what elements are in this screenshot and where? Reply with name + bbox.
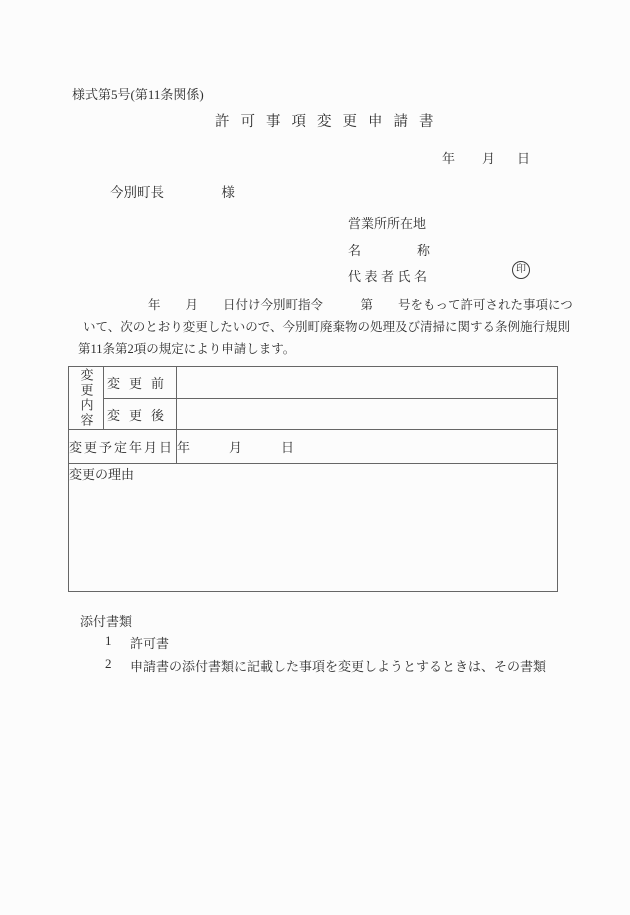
- table-row: [69, 399, 558, 430]
- addressee-honorific: 様: [221, 185, 235, 200]
- after-change-label: 変更後: [104, 399, 177, 430]
- body-paragraph-line-2: いて、次のとおり変更したいので、今別町廃棄物の処理及び清掃に関する条例施行規則: [83, 320, 571, 334]
- addressee-name: 今別町長: [110, 185, 164, 200]
- addressee-line: [110, 181, 235, 201]
- attachments-heading: 添付書類: [80, 614, 133, 629]
- attachment-item: [105, 633, 169, 652]
- reason-label: 変更の理由: [69, 467, 135, 482]
- attachment-text: 許可書: [130, 636, 170, 651]
- before-change-label: 変更前: [104, 367, 177, 399]
- date-year-label: 年: [442, 151, 456, 166]
- date-line: [442, 148, 530, 167]
- before-change-value-cell: [177, 367, 558, 399]
- table-row: [69, 367, 558, 399]
- date-day-label: 日: [517, 151, 531, 166]
- body-paragraph-line-1: 年 月 日付け今別町指令 第 号をもって許可された事項につ: [148, 298, 573, 312]
- form-number: 様式第5号(第11条関係): [72, 87, 204, 102]
- page-title: 許可事項変更申請書: [215, 114, 445, 130]
- applicant-name-label: 名称: [348, 243, 487, 258]
- change-details-table: [68, 366, 558, 592]
- date-month-label: 月: [482, 151, 496, 166]
- attachment-number: 2: [105, 656, 112, 671]
- table-row: [69, 464, 558, 592]
- change-contents-label: 変更内容: [78, 368, 94, 428]
- representative-name-label: 代表者氏名: [348, 269, 431, 284]
- reason-cell: [69, 464, 558, 592]
- scheduled-date-value-cell: 年 月 日: [177, 430, 558, 464]
- office-address-label: 営業所所在地: [348, 216, 427, 231]
- scheduled-date-label: 変更予定年月日: [69, 430, 177, 464]
- seal-mark-icon: 印: [512, 261, 530, 279]
- attachment-text: 申請書の添付書類に記載した事項を変更しようとするときは、その書類: [130, 659, 547, 674]
- body-paragraph-line-3: 第11条第2項の規定により申請します。: [78, 342, 296, 356]
- after-change-value-cell: [177, 399, 558, 430]
- attachment-number: 1: [105, 633, 112, 648]
- attachment-item: [105, 656, 546, 675]
- table-row: [69, 430, 558, 464]
- change-contents-header-cell: [69, 367, 104, 430]
